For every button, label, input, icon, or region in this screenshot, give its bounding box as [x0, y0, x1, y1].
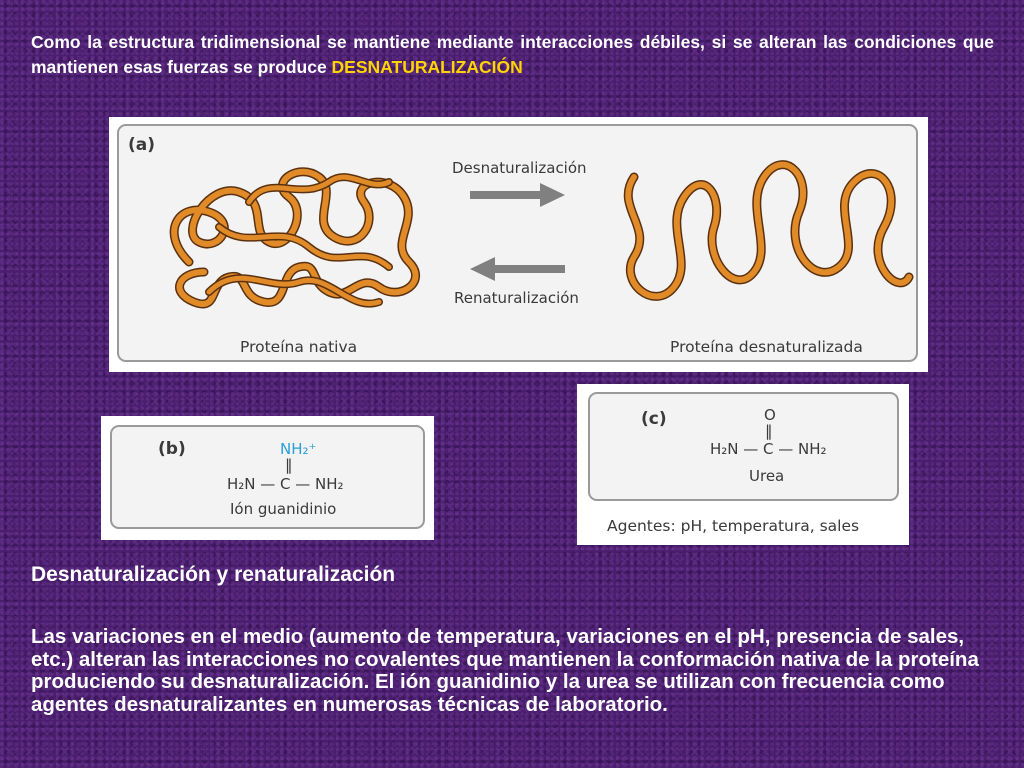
intro-text [31, 30, 994, 80]
arrow-right-label: Desnaturalización [452, 159, 587, 177]
guanidinium-caption: Ión guanidinio [230, 500, 337, 518]
arrow-right-icon [470, 183, 565, 207]
arrow-left-icon [470, 257, 565, 281]
guanidinium-formula: H₂N — C — NH₂ [227, 475, 344, 493]
figure-panel-c [577, 384, 909, 545]
section-heading: Desnaturalización y renaturalización [31, 563, 396, 586]
urea-double-bond: ‖ [765, 422, 773, 440]
native-protein-caption: Proteína nativa [240, 338, 358, 356]
native-protein-illustration [149, 142, 449, 332]
denatured-protein-illustration [614, 137, 914, 327]
panel-a-label: (a) [128, 135, 156, 155]
guanidinium-nh2-plus: NH₂⁺ [280, 440, 317, 458]
intro-highlight: DESNATURALIZACIÓN [331, 57, 523, 77]
urea-formula: H₂N — C — NH₂ [710, 440, 827, 458]
guanidinium-double-bond: ‖ [285, 456, 293, 474]
body-paragraph: Las variaciones en el medio (aumento de temperatura, variaciones en el pH, presencia de sales, etc.) alteran las interacciones no covalentes que mantienen la conformación nativa de la proteína produciendo su desnaturalización. El ión guanidinio y la urea se utilizan con frecuencia como agentes desnaturalizantes en numerosas técnicas de laboratorio. [31, 625, 979, 716]
intro-body: Como la estructura tridimensional se mantiene mediante interacciones débiles, si se alteran las condiciones que mantienen esas fuerzas se produce [31, 32, 994, 77]
urea-caption: Urea [749, 467, 785, 485]
panel-c-label: (c) [641, 409, 667, 429]
figure-panel-a [109, 117, 928, 372]
urea-oxygen: O [764, 406, 776, 424]
arrow-left-label: Renaturalización [454, 289, 579, 307]
denatured-protein-caption: Proteína desnaturalizada [670, 338, 863, 356]
panel-b-label: (b) [158, 439, 186, 459]
agents-caption: Agentes: pH, temperatura, sales [607, 517, 860, 535]
figure-panel-b [101, 416, 434, 540]
